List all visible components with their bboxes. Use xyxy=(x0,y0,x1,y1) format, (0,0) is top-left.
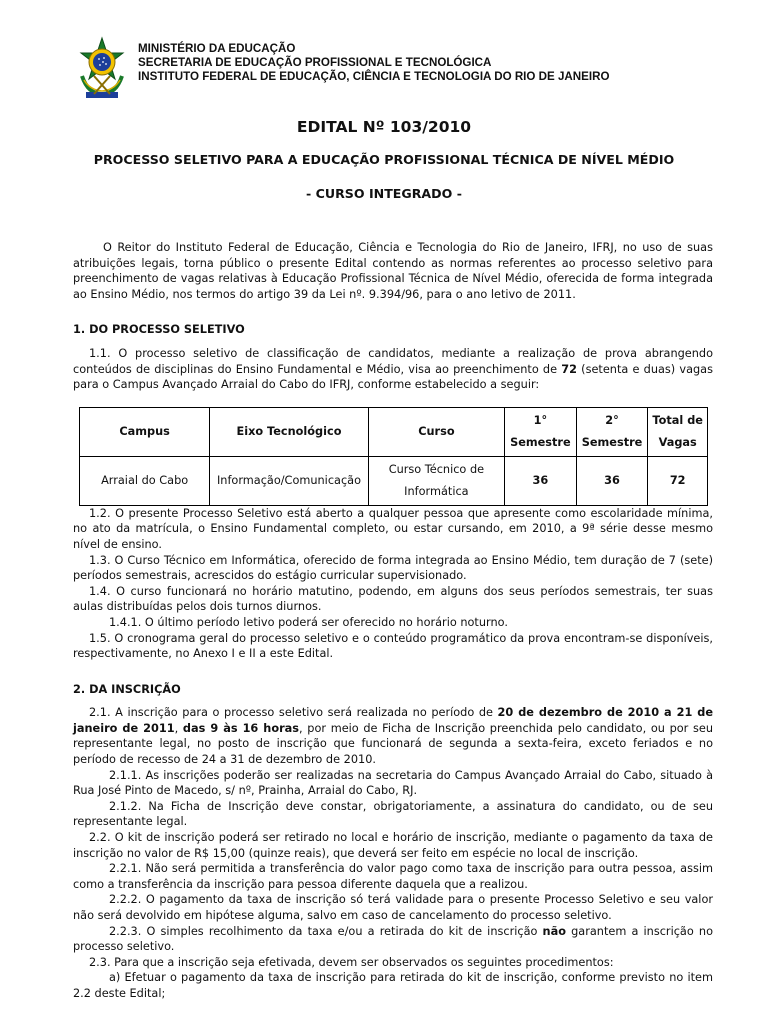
table-header-cell: Total de Vagas xyxy=(648,407,708,456)
paragraph-2-2-1: 2.2.1. Não será permitida a transferência do valor pago como taxa de inscrição para outra pessoa, assim como a transferência da inscrição para pessoa diferente daquela que a realizou. xyxy=(73,862,713,891)
table-cell: Informação/Comunicação xyxy=(210,456,369,505)
paragraph-1-1: 1.1. O processo seletivo de classificação de candidatos, mediante a realização de prova abrangendo conteúdos de disciplinas do Ensino Fundamental e Médio, visa ao preenchimento de 72 (setenta e duas) vagas para o Campus Avançado Arraial do Cabo do IFRJ, conforme estabelecido a seguir: xyxy=(73,346,713,392)
edital-subtitle: PROCESSO SELETIVO PARA A EDUCAÇÃO PROFISSIONAL TÉCNICA DE NÍVEL MÉDIO xyxy=(93,152,675,167)
paragraph-1-3: 1.3. O Curso Técnico em Informática, oferecido de forma integrada ao Ensino Médio, tem duração de 7 (sete) períodos semestrais, acrescidos do estágio curricular supervisionado. xyxy=(73,553,713,583)
paragraph-1-2: 1.2. O presente Processo Seletivo está aberto a qualquer pessoa que apresente como escolaridade mínima, no ato da matrícula, o Ensino Fundamental completo, ou estar cursando, em 2010, a 9ª série desse mesmo nível de ensino. xyxy=(73,506,713,551)
paragraph-2-2-2: 2.2.2. O pagamento da taxa de inscrição só terá validade para o presente Processo Seletivo e seu valor não será devolvido em hipótese alguma, salvo em caso de cancelamento do processo seletivo. xyxy=(73,893,713,922)
table-header-cell: 1° Semestre xyxy=(505,407,577,456)
section-1-heading: 1. DO PROCESSO SELETIVO xyxy=(73,323,245,337)
table-header-cell: Curso xyxy=(368,407,504,456)
paragraph-2-3-a: a) Efetuar o pagamento da taxa de inscrição para retirada do kit de inscrição, conforme previsto no item 2.2 deste Edital; xyxy=(73,971,713,1000)
vacancies-table xyxy=(79,407,708,506)
paragraph-2-2: 2.2. O kit de inscrição poderá ser retirado no local e horário de inscrição, mediante o pagamento da taxa de inscrição no valor de R$ 15,00 (quinze reais), que deverá ser feito em espécie no local de inscrição. xyxy=(73,831,713,860)
header-secretariat: SECRETARIA DE EDUCAÇÃO PROFISSIONAL E TECNOLÓGICA xyxy=(138,56,492,69)
table-cell: 36 xyxy=(505,456,577,505)
paragraph-2-3: 2.3. Para que a inscrição seja efetivada, devem ser observados os seguintes procedimentos: xyxy=(89,955,614,969)
table-cell: Arraial do Cabo xyxy=(80,456,210,505)
table-header-row xyxy=(80,407,708,456)
paragraph-2-2-3: 2.2.3. O simples recolhimento da taxa e/ou a retirada do kit de inscrição não garantem a inscrição no processo seletivo. xyxy=(73,924,713,954)
document-body xyxy=(73,240,713,1002)
paragraph-1-4-1: 1.4.1. O último período letivo poderá ser oferecido no horário noturno. xyxy=(109,615,508,629)
paragraph-2-1-2: 2.1.2. Na Ficha de Inscrição deve constar, obrigatoriamente, a assinatura do candidato, ou de seu representante legal. xyxy=(73,799,713,829)
paragraph-1-4: 1.4. O curso funcionará no horário matutino, podendo, em alguns dos seus períodos semestrais, ter suas aulas distribuídas pelos dois turnos diurnos. xyxy=(73,584,713,614)
header-ministry: MINISTÉRIO DA EDUCAÇÃO xyxy=(138,42,296,55)
table-header-cell: Eixo Tecnológico xyxy=(210,407,369,456)
table-row xyxy=(80,456,708,505)
paragraph-2-1-1: 2.1.1. As inscrições poderão ser realizadas na secretaria do Campus Avançado Arraial do Cabo, situado à Rua José Pinto de Macedo, s/ nº, Prainha, Arraial do Cabo, RJ. xyxy=(73,768,713,798)
table-header-cell: 2° Semestre xyxy=(576,407,648,456)
edital-course: - CURSO INTEGRADO - xyxy=(306,186,462,201)
section-2-heading: 2. DA INSCRIÇÃO xyxy=(73,682,181,696)
brazil-coat-of-arms-icon xyxy=(74,36,130,102)
header-institute: INSTITUTO FEDERAL DE EDUCAÇÃO, CIÊNCIA E TECNOLOGIA DO RIO DE JANEIRO xyxy=(138,70,610,83)
table-cell: 72 xyxy=(648,456,708,505)
table-header-cell: Campus xyxy=(80,407,210,456)
paragraph-2-1: 2.1. A inscrição para o processo seletivo será realizada no período de 20 de dezembro de 2010 a 21 de janeiro de 2011, das 9 às 16 horas, por meio de Ficha de Inscrição preenchida pelo candidato, ou por seu representante legal, no posto de inscrição que funcionará de segunda a sexta-feira, exceto feriados e no período de recesso de 24 a 31 de dezembro de 2010. xyxy=(73,706,713,767)
table-cell: 36 xyxy=(576,456,648,505)
paragraph-1-5: 1.5. O cronograma geral do processo seletivo e o conteúdo programático da prova encontram-se disponíveis, respectivamente, no Anexo I e II a este Edital. xyxy=(73,631,713,661)
edital-title: EDITAL Nº 103/2010 xyxy=(296,118,472,136)
table-cell: Curso Técnico de Informática xyxy=(368,456,504,505)
intro-paragraph: O Reitor do Instituto Federal de Educação, Ciência e Tecnologia do Rio de Janeiro, IFRJ, no uso de suas atribuições legais, torna público o presente Edital contendo as normas referentes ao processo seletivo para preenchimento de vagas relativas à Educação Profissional Técnica de Nível Médio, oferecida de forma integrada ao Ensino Médio, nos termos do artigo 39 da Lei nº. 9.394/96, para o ano letivo de 2011. xyxy=(73,241,713,301)
